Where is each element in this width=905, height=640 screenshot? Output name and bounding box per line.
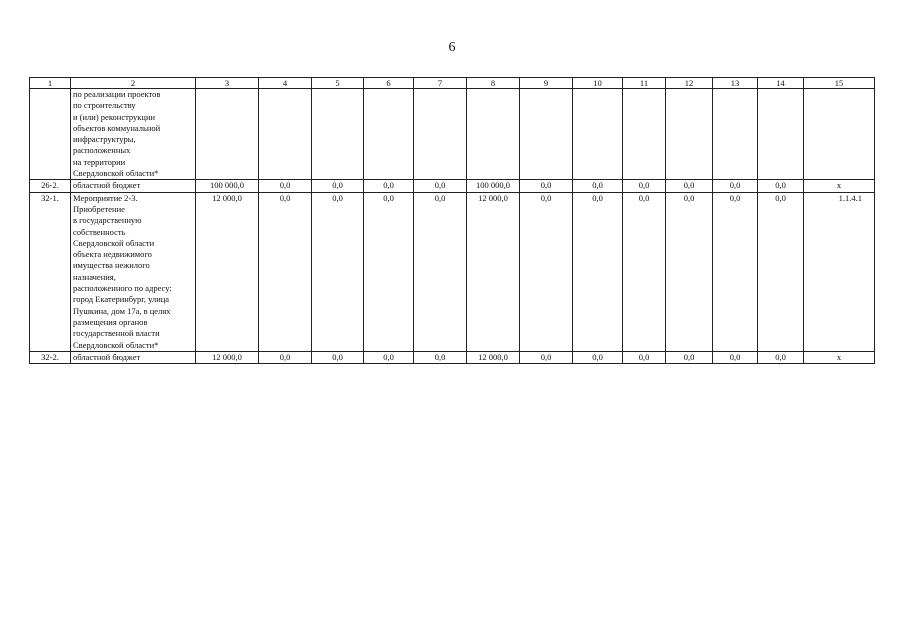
cell: 100 000,0 — [467, 180, 520, 192]
cell — [467, 89, 520, 180]
column-number: 4 — [259, 78, 312, 89]
column-number: 3 — [196, 78, 259, 89]
table-row — [30, 192, 875, 351]
cell: 0,0 — [364, 180, 414, 192]
cell: 0,0 — [758, 192, 804, 351]
cell: 0,0 — [259, 180, 312, 192]
column-number: 13 — [713, 78, 758, 89]
page-number: 6 — [448, 40, 456, 55]
cell: 0,0 — [758, 351, 804, 363]
cell: 0,0 — [666, 192, 713, 351]
cell: 12 000,0 — [467, 351, 520, 363]
cell: 12 000,0 — [196, 192, 259, 351]
cell: 0,0 — [364, 192, 414, 351]
cell: 0,0 — [713, 180, 758, 192]
cell: 0,0 — [520, 351, 573, 363]
target-code: х — [804, 351, 875, 363]
cell: 0,0 — [666, 351, 713, 363]
cell: 0,0 — [414, 192, 467, 351]
cell: 0,0 — [713, 192, 758, 351]
column-number: 12 — [666, 78, 713, 89]
column-numbers-row — [30, 78, 875, 89]
cell — [364, 89, 414, 180]
cell — [259, 89, 312, 180]
cell: 0,0 — [312, 192, 364, 351]
cell — [666, 89, 713, 180]
column-number: 9 — [520, 78, 573, 89]
cell — [758, 89, 804, 180]
target-code: х — [804, 180, 875, 192]
cell: 0,0 — [623, 192, 666, 351]
cell: 0,0 — [312, 180, 364, 192]
table-row — [30, 89, 875, 180]
row-description: по реализации проектов по строительству и (или) реконструкции объектов коммунальной инфраструктуры, расположенных на территории Свердловской области* — [71, 89, 196, 180]
cell — [573, 89, 623, 180]
row-number: 32-1. — [30, 192, 71, 351]
target-code: 1.1.4.1 — [804, 192, 875, 351]
cell: 12 000,0 — [467, 192, 520, 351]
cell: 0,0 — [414, 351, 467, 363]
row-number — [30, 89, 71, 180]
cell: 100 000,0 — [196, 180, 259, 192]
column-number: 7 — [414, 78, 467, 89]
cell: 0,0 — [573, 192, 623, 351]
column-number: 15 — [804, 78, 875, 89]
column-number: 11 — [623, 78, 666, 89]
cell: 0,0 — [573, 180, 623, 192]
cell: 0,0 — [312, 351, 364, 363]
row-number: 32-2. — [30, 351, 71, 363]
cell — [414, 89, 467, 180]
budget-table — [29, 77, 875, 364]
cell: 0,0 — [758, 180, 804, 192]
row-description: областной бюджет — [71, 180, 196, 192]
row-description: областной бюджет — [71, 351, 196, 363]
column-number: 5 — [312, 78, 364, 89]
cell: 12 000,0 — [196, 351, 259, 363]
table-row — [30, 180, 875, 192]
cell — [312, 89, 364, 180]
target-code — [804, 89, 875, 180]
row-description: Мероприятие 2-3. Приобретение в государственную собственность Свердловской области объекта недвижимого имущества нежилого назначения, расположенного по адресу: город Екатеринбург, улица Пушкина, дом 17а, в целях размещения органов государственной власти Свердловской области* — [71, 192, 196, 351]
cell — [520, 89, 573, 180]
column-number: 10 — [573, 78, 623, 89]
column-number: 1 — [30, 78, 71, 89]
cell — [713, 89, 758, 180]
cell — [196, 89, 259, 180]
column-number: 6 — [364, 78, 414, 89]
cell: 0,0 — [623, 351, 666, 363]
column-number: 14 — [758, 78, 804, 89]
cell: 0,0 — [666, 180, 713, 192]
cell: 0,0 — [259, 351, 312, 363]
table-body — [30, 78, 875, 364]
cell: 0,0 — [623, 180, 666, 192]
cell: 0,0 — [520, 192, 573, 351]
cell: 0,0 — [364, 351, 414, 363]
cell: 0,0 — [573, 351, 623, 363]
cell: 0,0 — [414, 180, 467, 192]
cell — [623, 89, 666, 180]
cell: 0,0 — [520, 180, 573, 192]
table-row — [30, 351, 875, 363]
column-number: 8 — [467, 78, 520, 89]
column-number: 2 — [71, 78, 196, 89]
cell: 0,0 — [259, 192, 312, 351]
row-number: 26-2. — [30, 180, 71, 192]
cell: 0,0 — [713, 351, 758, 363]
